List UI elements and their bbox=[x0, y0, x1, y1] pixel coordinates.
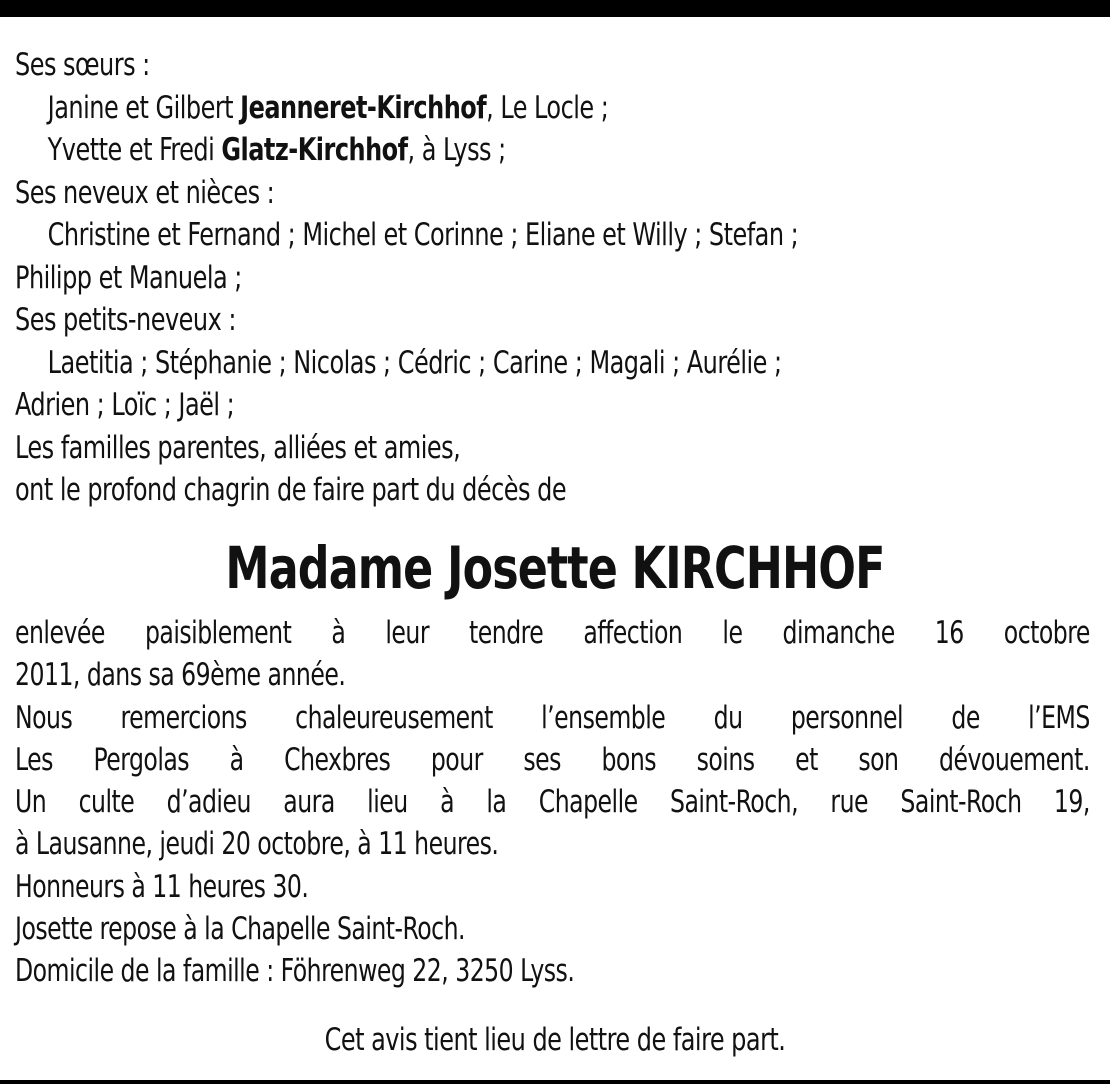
sister-line-2 bbox=[15, 129, 1095, 172]
body-line-2: 2011, dans sa 69ème année. bbox=[15, 657, 346, 694]
body-line-4: Les Pergolas à Chexbres pour ses bons soins et son dévouement. bbox=[15, 741, 1090, 778]
nephews-line-2: Philipp et Manuela ; bbox=[15, 259, 242, 296]
sister-line-1 bbox=[15, 87, 1095, 130]
bottom-rule bbox=[0, 1080, 1110, 1084]
family-list bbox=[15, 44, 1095, 512]
sister1-suffix: , Le Locle ; bbox=[486, 89, 609, 126]
body-line-6: à Lausanne, jeudi 20 octobre, à 11 heures. bbox=[15, 826, 499, 863]
sister1-surname: Jeanneret-Kirchhof bbox=[240, 89, 487, 126]
body-line-8: Josette repose à la Chapelle Saint-Roch. bbox=[15, 911, 466, 948]
body-line-3: Nous remercions chaleureusement l’ensemble du personnel de l’EMS bbox=[15, 699, 1090, 736]
sisters-heading: Ses sœurs : bbox=[15, 47, 150, 83]
grandnephews-heading: Ses petits-neveux : bbox=[15, 302, 236, 338]
sister2-suffix: , à Lyss ; bbox=[407, 132, 506, 168]
grandnephews-line-2: Adrien ; Loïc ; Jaël ; bbox=[15, 387, 235, 423]
announcement-line: ont le profond chagrin de faire part du décès de bbox=[15, 472, 567, 508]
families-line: Les familles parentes, alliées et amies, bbox=[15, 429, 461, 466]
nephews-heading: Ses neveux et nièces : bbox=[15, 174, 275, 211]
sister2-prefix: Yvette et Fredi bbox=[47, 132, 222, 168]
nephews-line-1: Christine et Fernand ; Michel et Corinne ; Eliane et Willy ; Stefan ; bbox=[47, 217, 799, 253]
notice-body bbox=[15, 612, 1090, 993]
body-line-1: enlevée paisiblement à leur tendre affection le dimanche 16 octobre bbox=[15, 615, 1090, 651]
sister2-surname: Glatz-Kirchhof bbox=[221, 132, 408, 168]
deceased-name: Madame Josette KIRCHHOF bbox=[225, 534, 885, 602]
top-rule bbox=[0, 0, 1110, 17]
footer-note: Cet avis tient lieu de lettre de faire part. bbox=[324, 1022, 786, 1058]
body-line-9: Domicile de la famille : Föhrenweg 22, 3250 Lyss. bbox=[15, 953, 575, 990]
body-line-5: Un culte d’adieu aura lieu à la Chapelle Saint-Roch, rue Saint-Roch 19, bbox=[15, 784, 1090, 821]
grandnephews-line-1: Laetitia ; Stéphanie ; Nicolas ; Cédric ; Carine ; Magali ; Aurélie ; bbox=[47, 344, 782, 381]
sister1-prefix: Janine et Gilbert bbox=[47, 89, 241, 126]
body-line-7: Honneurs à 11 heures 30. bbox=[15, 868, 309, 905]
